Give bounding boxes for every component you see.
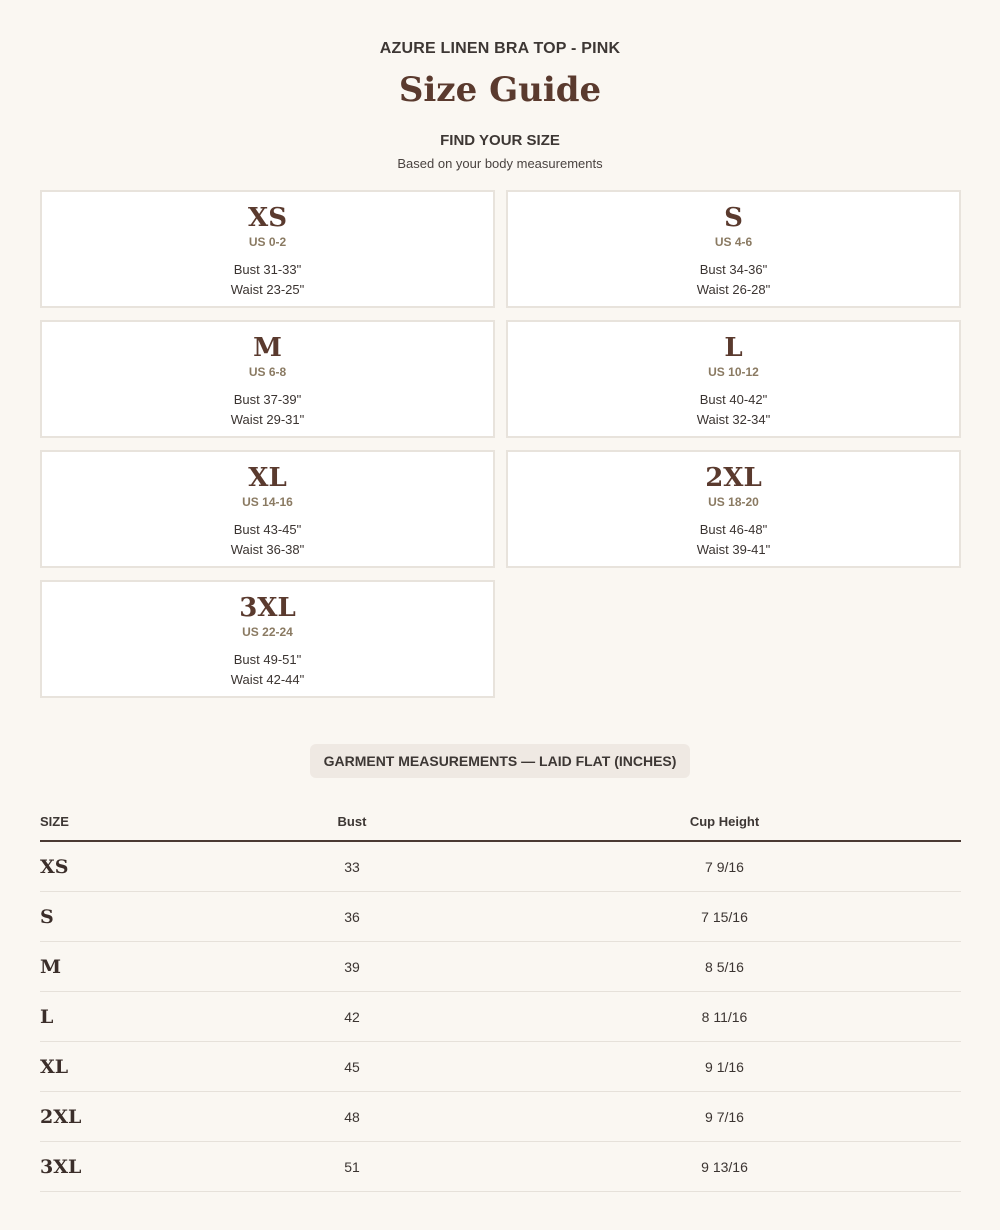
size-card-waist: Waist 42-44": [230, 672, 305, 687]
row-size: 3XL: [40, 1155, 82, 1178]
row-size: 2XL: [40, 1105, 82, 1128]
header-bust: Bust: [337, 813, 367, 829]
row-bust: 45: [344, 1058, 360, 1075]
size-card-bust: Bust 40-42": [699, 392, 768, 407]
size-card-bust: Bust 31-33": [233, 262, 302, 277]
row-size: L: [40, 1005, 54, 1028]
row-bust: 39: [344, 958, 360, 975]
row-cup-height: 9 7/16: [705, 1108, 744, 1125]
size-card-waist: Waist 29-31": [230, 412, 305, 427]
size-card-bust: Bust 46-48": [699, 522, 768, 537]
size-card-waist: Waist 32-34": [696, 412, 771, 427]
row-cup-height: 9 13/16: [701, 1158, 748, 1175]
size-card-size: L: [724, 333, 743, 363]
row-cup-height: 7 15/16: [701, 908, 748, 925]
size-card-us: US 18-20: [708, 495, 759, 509]
row-size: XL: [40, 1055, 69, 1078]
size-card-size: 2XL: [705, 463, 762, 493]
table-row: [40, 892, 961, 942]
table-row: [40, 992, 961, 1042]
garment-measurements-table: [40, 802, 961, 1192]
table-row: [40, 1142, 961, 1192]
size-card-size: S: [724, 203, 743, 233]
table-row: [40, 1092, 961, 1142]
row-cup-height: 9 1/16: [705, 1058, 744, 1075]
find-size-heading: FIND YOUR SIZE: [440, 132, 560, 149]
size-card-size: XS: [248, 203, 287, 233]
size-card-us: US 4-6: [714, 235, 753, 249]
size-card-grid: [40, 190, 961, 698]
size-card-bust: Bust 43-45": [233, 522, 302, 537]
row-bust: 36: [344, 908, 360, 925]
size-card-3xl: [40, 580, 495, 698]
size-card-us: US 6-8: [248, 365, 287, 379]
size-card-us: US 0-2: [248, 235, 287, 249]
size-card-waist: Waist 26-28": [696, 282, 771, 297]
row-cup-height: 8 11/16: [701, 1008, 748, 1025]
row-bust: 48: [344, 1108, 360, 1125]
size-card-bust: Bust 34-36": [699, 262, 768, 277]
size-card-bust: Bust 49-51": [233, 652, 302, 667]
size-card-2xl: [506, 450, 961, 568]
row-bust: 33: [344, 858, 360, 875]
table-row: [40, 1042, 961, 1092]
size-card-size: M: [253, 333, 282, 363]
size-card-us: US 10-12: [708, 365, 759, 379]
row-cup-height: 7 9/16: [705, 858, 744, 875]
size-card-us: US 22-24: [242, 625, 293, 639]
header-size: SIZE: [40, 813, 69, 829]
table-row: [40, 842, 961, 892]
size-card-xs: [40, 190, 495, 308]
size-card-waist: Waist 39-41": [696, 542, 771, 557]
page-title: Size Guide: [398, 70, 602, 110]
size-card-xl: [40, 450, 495, 568]
size-card-waist: Waist 23-25": [230, 282, 305, 297]
size-card-s: [506, 190, 961, 308]
table-header-row: [40, 802, 961, 842]
row-size: S: [40, 905, 54, 928]
product-name: AZURE LINEN BRA TOP - PINK: [379, 40, 621, 57]
table-row: [40, 942, 961, 992]
size-card-us: US 14-16: [242, 495, 293, 509]
row-bust: 42: [344, 1008, 360, 1025]
row-cup-height: 8 5/16: [705, 958, 744, 975]
size-card-waist: Waist 36-38": [230, 542, 305, 557]
garment-measurements-label: GARMENT MEASUREMENTS — LAID FLAT (INCHES): [310, 744, 690, 778]
row-bust: 51: [344, 1158, 360, 1175]
header-cup-height: Cup Height: [689, 813, 760, 829]
row-size: XS: [40, 855, 69, 878]
find-size-subheading: Based on your body measurements: [397, 156, 603, 171]
size-card-size: 3XL: [239, 593, 296, 623]
size-card-bust: Bust 37-39": [233, 392, 302, 407]
size-card-m: [40, 320, 495, 438]
size-card-size: XL: [248, 463, 287, 493]
row-size: M: [40, 955, 62, 978]
size-card-l: [506, 320, 961, 438]
